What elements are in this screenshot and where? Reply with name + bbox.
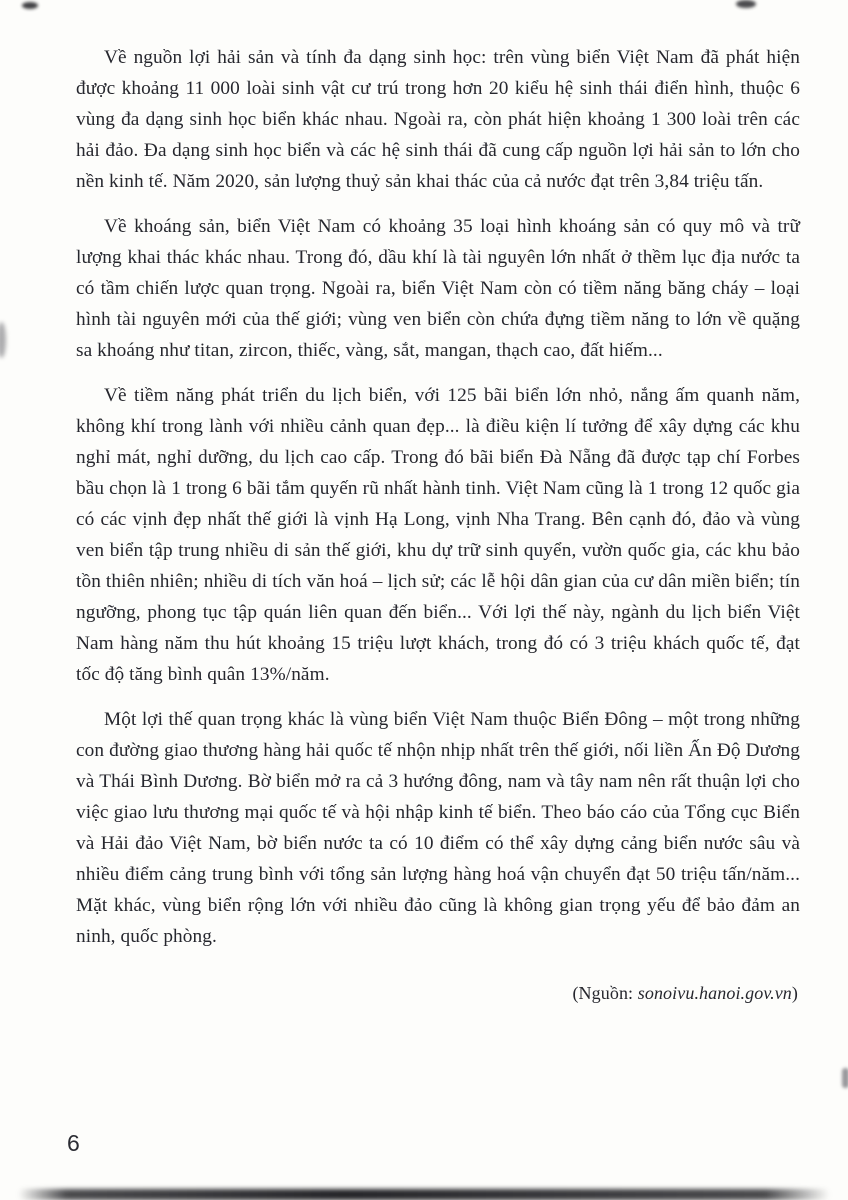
source-citation-url: sonoivu.hanoi.gov.vn xyxy=(637,983,792,1003)
body-paragraph-shipping: Một lợi thế quan trọng khác là vùng biển Việt Nam thuộc Biển Đông – một trong những con đường giao thương hàng hải quốc tế nhộn nhịp nhất trên thế giới, nối liền Ấn Độ Dương và Thái Bình Dương. Bờ biển mở ra cả 3 hướng đông, nam và tây nam nên rất thuận lợi cho việc giao lưu thương mại quốc tế và hội nhập kinh tế biển. Theo báo cáo của Tổng cục Biển và Hải đảo Việt Nam, bờ biển nước ta có 10 điểm có thể xây dựng cảng biển nước sâu và nhiều điểm cảng trung bình với tổng sản lượng hàng hoá vận chuyển đạt 50 triệu tấn/năm... Mặt khác, vùng biển rộng lớn với nhiều đảo cũng là không gian trọng yếu để bảo đảm an ninh, quốc phòng. xyxy=(76,709,800,947)
body-paragraph-tourism: Về tiềm năng phát triển du lịch biển, với 125 bãi biển lớn nhỏ, nắng ấm quanh năm, không khí trong lành với nhiều cảnh quan đẹp... là điều kiện lí tưởng để xây dựng các khu nghỉ mát, nghỉ dưỡng, du lịch cao cấp. Trong đó bãi biển Đà Nẵng đã được tạp chí Forbes bầu chọn là 1 trong 6 bãi tắm quyến rũ nhất hành tinh. Việt Nam cũng là 1 trong 12 quốc gia có các vịnh đẹp nhất thế giới là vịnh Hạ Long, vịnh Nha Trang. Bên cạnh đó, đảo và vùng ven biển tập trung nhiều di sản thế giới, khu dự trữ sinh quyển, vườn quốc gia, các khu bảo tồn thiên nhiên; nhiều di tích văn hoá – lịch sử; các lễ hội dân gian của cư dân miền biển; tín ngưỡng, phong tục tập quán liên quan đến biển... Với lợi thế này, ngành du lịch biển Việt Nam hàng năm thu hút khoảng 15 triệu lượt khách, trong đó có 3 triệu khách quốc tế, đạt tốc độ tăng bình quân 13%/năm. xyxy=(76,385,800,685)
scan-artifact-right-edge xyxy=(842,1068,848,1088)
scan-artifact-bottom-band xyxy=(18,1189,830,1200)
source-citation-prefix: (Nguồn: xyxy=(572,983,638,1003)
body-paragraph-marine-resources: Về nguồn lợi hải sản và tính đa dạng sinh học: trên vùng biển Việt Nam đã phát hiện được khoảng 11 000 loài sinh vật cư trú trong hơn 20 kiểu hệ sinh thái điển hình, thuộc 6 vùng đa dạng sinh học biển khác nhau. Ngoài ra, còn phát hiện khoảng 1 300 loài trên các hải đảo. Đa dạng sinh học biển và các hệ sinh thái đã cung cấp nguồn lợi hải sản to lớn cho nền kinh tế. Năm 2020, sản lượng thuỷ sản khai thác của cả nước đạt trên 3,84 triệu tấn. xyxy=(76,47,800,192)
source-citation xyxy=(76,978,800,1009)
source-citation-suffix: ) xyxy=(791,983,798,1003)
page-content xyxy=(76,42,800,1023)
page-number: 6 xyxy=(67,1130,80,1156)
scan-artifact-left-edge xyxy=(0,322,6,358)
scan-artifact-top-right xyxy=(736,0,756,8)
body-paragraph-minerals: Về khoáng sản, biển Việt Nam có khoảng 35 loại hình khoáng sản có quy mô và trữ lượng khai thác khác nhau. Trong đó, dầu khí là tài nguyên lớn nhất ở thềm lục địa nước ta có tầm chiến lược quan trọng. Ngoài ra, biển Việt Nam còn có tiềm năng băng cháy – loại hình tài nguyên mới của thế giới; vùng ven biển còn chứa đựng tiềm năng to lớn về quặng sa khoáng như titan, zircon, thiếc, vàng, sắt, mangan, thạch cao, đất hiếm... xyxy=(76,216,800,361)
scan-artifact-top-left xyxy=(22,2,38,9)
